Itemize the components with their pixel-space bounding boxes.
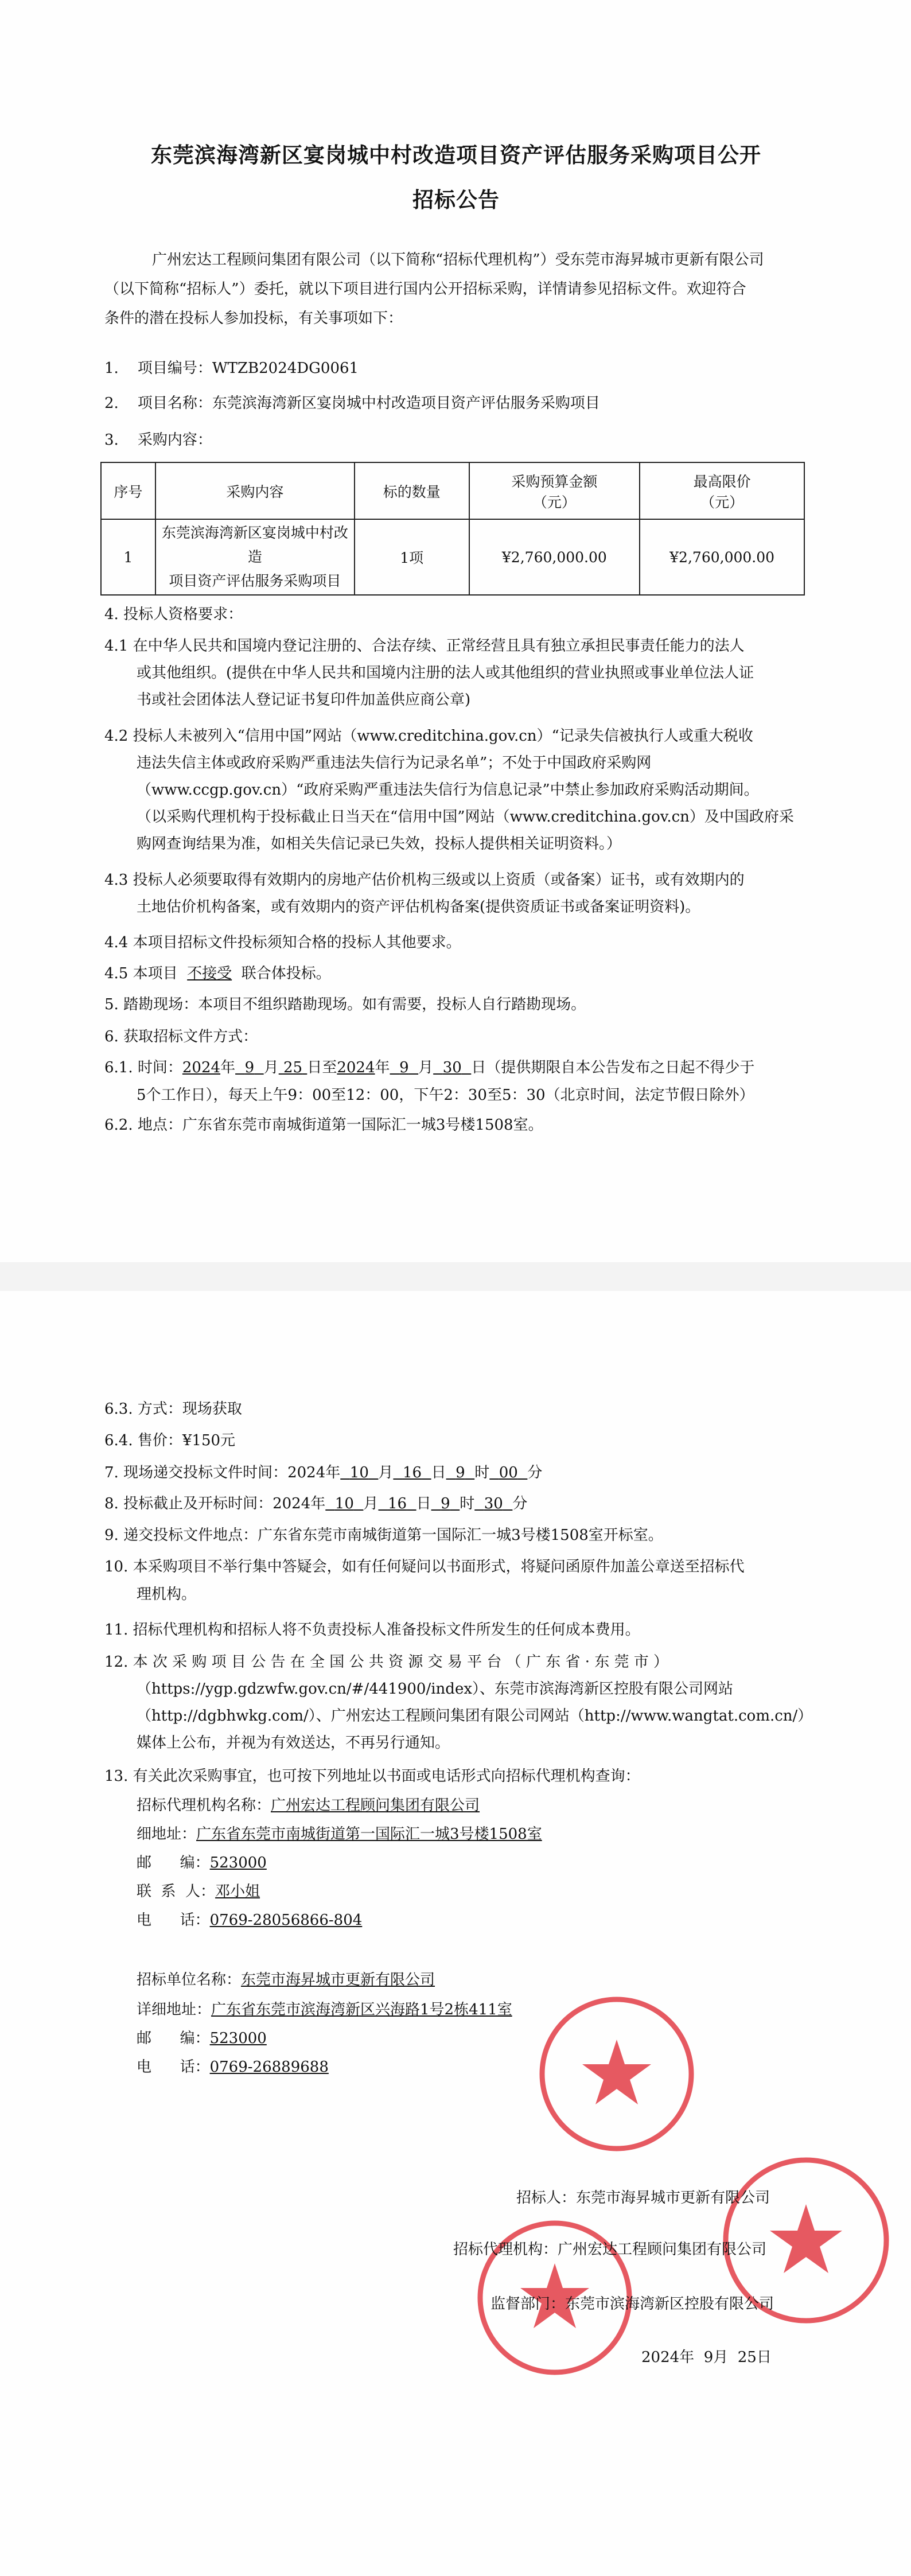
page-1: [0, 0, 911, 1262]
qualification-4-2-line5: 购网查询结果为准，如相关失信记录已失效，投标人提供相关证明资料。）: [137, 835, 622, 853]
item-12-line3: （http://dgbhwkg.com/）、广州宏达工程顾问集团有限公司网站（http://www.wangtat.com.cn/）: [137, 1707, 813, 1725]
cell-qty: 1项: [355, 519, 469, 595]
agency-phone: 电 话：0769-28056866-804: [137, 1912, 363, 1929]
cell-max: ¥2,760,000.00: [640, 519, 804, 595]
item-10-line1: 10. 本采购项目不举行集中答疑会，如有任何疑问以书面形式，将疑问函原件加盖公章送至招标代: [104, 1558, 745, 1575]
signature-supervisor: 监督部门：东莞市滨海湾新区控股有限公司: [490, 2295, 774, 2313]
document-price: 6.4. 售价：¥150元: [104, 1432, 236, 1449]
deadline-opening-time: 8. 投标截止及开标时间：2024年 10 月 16 日 9 时 30 分: [104, 1495, 528, 1512]
site-visit: 5. 踏勘现场：本项目不组织踏勘现场。如有需要，投标人自行踏勘现场。: [104, 996, 586, 1013]
qualification-4-2-line2: 违法失信主体或政府采购严重违法失信行为记录名单”；不处于中国政府采购网: [137, 754, 652, 772]
tenderer-seal: [534, 1991, 700, 2157]
qualification-4-3-line1: 4.3 投标人必须要取得有效期内的房地产估价机构三级或以上资质（或备案）证书，或有效期内的: [104, 871, 745, 889]
agency-contact: 联 系 人：邓小姐: [137, 1883, 260, 1900]
signature-tenderer: 招标人：东莞市海昇城市更新有限公司: [516, 2189, 770, 2207]
document-title: 东莞滨海湾新区宴岗城中村改造项目资产评估服务采购项目公开: [151, 142, 761, 168]
qualification-4-2-line3: （www.ccgp.gov.cn）“政府采购严重违法失信行为信息记录”中禁止参加政府采购活动期间。: [137, 781, 759, 799]
qualification-heading: 4. 投标人资格要求：: [104, 606, 243, 623]
qualification-4-2-line4: （以采购代理机构于投标截止日当天在“信用中国”网站（www.creditchina.gov.cn）及中国政府采: [137, 808, 794, 826]
item-13: 13. 有关此次采购事宜，也可按下列地址以书面或电话形式向招标代理机构查询：: [104, 1768, 640, 1785]
table-header-row: [101, 462, 804, 519]
col-header-seq: 序号: [101, 462, 155, 519]
qualification-4-1-line2: 或其他组织。(提供在中华人民共和国境内注册的法人或其他组织的营业执照或事业单位法人证: [137, 664, 754, 682]
item-10-line2: 理机构。: [137, 1586, 197, 1603]
col-header-content: 采购内容: [155, 462, 355, 519]
qualification-4-4: 4.4 本项目招标文件投标须知合格的投标人其他要求。: [104, 934, 461, 951]
obtain-heading: 6. 获取招标文件方式：: [104, 1028, 258, 1045]
agency-postcode: 邮 编：523000: [137, 1854, 267, 1871]
qualification-4-1-line1: 4.1 在中华人民共和国境内登记注册的、合法存续、正常经营且具有独立承担民事责任能力的法人: [104, 637, 745, 655]
intro-line-2: （以下简称“招标人”）委托，就以下项目进行国内公开招标采购，详情请参见招标文件。欢迎符合: [104, 281, 746, 298]
page-gap: [0, 1262, 911, 1291]
qualification-4-1-line3: 书或社会团体法人登记证书复印件加盖供应商公章): [137, 691, 471, 709]
signature-agency: 招标代理机构：广州宏达工程顾问集团有限公司: [453, 2241, 767, 2258]
intro-line-1: 广州宏达工程顾问集团有限公司（以下简称“招标代理机构”）受东莞市海昇城市更新有限公司: [152, 251, 764, 269]
obtain-method: 6.3. 方式：现场获取: [104, 1400, 242, 1418]
item-12-line1: 12. 本 次 采 购 项 目 公 告 在 全 国 公 共 资 源 交 易 平 台 （ 广 东 省 · 东 莞 市 ）: [104, 1653, 669, 1671]
intro-line-3: 条件的潜在投标人参加投标，有关事项如下：: [104, 310, 403, 327]
cell-seq: 1: [101, 519, 155, 595]
col-header-qty: 标的数量: [355, 462, 469, 519]
procurement-table: [100, 462, 805, 596]
obtain-address: 6.2. 地点：广东省东莞市南城街道第一国际汇一城3号楼1508室。: [104, 1116, 543, 1134]
agency-address: 细地址：广东省东莞市南城街道第一国际汇一城3号楼1508室: [137, 1826, 542, 1843]
tenderer-phone: 电 话：0769-26889688: [137, 2059, 329, 2076]
table-row: [101, 519, 804, 595]
submission-place: 9. 递交投标文件地点：广东省东莞市南城街道第一国际汇一城3号楼1508室开标室。: [104, 1527, 663, 1544]
col-header-budget: 采购预算金额 （元）: [469, 462, 640, 519]
tenderer-name: 招标单位名称：东莞市海昇城市更新有限公司: [137, 1971, 435, 1989]
qualification-4-2-line1: 4.2 投标人未被列入“信用中国”网站（www.creditchina.gov.cn）“记录失信被执行人或重大税收: [104, 727, 753, 745]
item-11: 11. 招标代理机构和招标人将不负责投标人准备投标文件所发生的任何成本费用。: [104, 1621, 640, 1639]
page-2: [0, 1291, 911, 2576]
item-procurement-content: 3. 采购内容：: [104, 431, 212, 449]
obtain-time: 6.1. 时间：2024年 9 月 25 日至2024年 9 月 30 日（提供期限自本公告发布之日起不得少于: [104, 1059, 755, 1076]
qualification-4-5: 4.5 本项目 不接受 联合体投标。: [104, 965, 331, 982]
qualification-4-3-line2: 土地估价机构备案，或有效期内的资产评估机构备案(提供资质证书或备案证明资料)。: [137, 898, 700, 916]
col-header-max: 最高限价 （元）: [640, 462, 804, 519]
document-title-line2: 招标公告: [412, 187, 500, 212]
submission-time: 7. 现场递交投标文件时间：2024年 10 月 16 日 9 时 00 分: [104, 1464, 543, 1481]
cell-content: 东莞滨海湾新区宴岗城中村改造 项目资产评估服务采购项目: [155, 519, 355, 595]
tenderer-postcode: 邮 编：523000: [137, 2030, 267, 2047]
signature-date: 2024年 9月 25日: [641, 2349, 772, 2366]
agency-name: 招标代理机构名称：广州宏达工程顾问集团有限公司: [137, 1797, 480, 1814]
tenderer-address: 详细地址：广东省东莞市滨海湾新区兴海路1号2栋411室: [137, 2001, 512, 2018]
item-12-line2: （https://ygp.gdzwfw.gov.cn/#/441900/index）、东莞市滨海湾新区控股有限公司网站: [137, 1680, 733, 1698]
item-project-name: 2. 项目名称：东莞滨海湾新区宴岗城中村改造项目资产评估服务采购项目: [104, 395, 600, 412]
obtain-time-line2: 5个工作日），每天上午9：00至12：00，下午2：30至5：30（北京时间，法定节假日除外）: [137, 1087, 754, 1104]
cell-budget: ¥2,760,000.00: [469, 519, 640, 595]
item-project-number: 1. 项目编号：WTZB2024DG0061: [104, 360, 359, 377]
item-12-line4: 媒体上公布，并视为有效送达，不再另行通知。: [137, 1734, 450, 1752]
